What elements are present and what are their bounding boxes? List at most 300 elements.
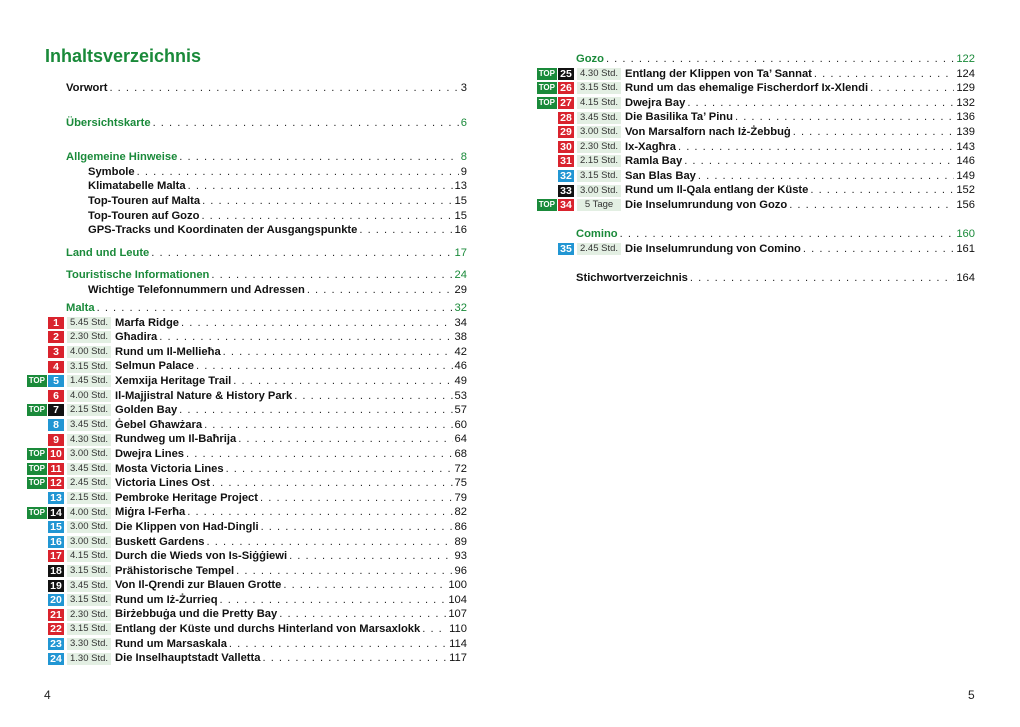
entry-page: 160 xyxy=(956,228,975,240)
entry-label: Comino xyxy=(576,228,618,240)
tour-row[interactable] xyxy=(20,549,467,564)
tour-name: Rund um das ehemalige Fischerdorf Ix-Xlendi xyxy=(625,82,869,95)
tour-markers xyxy=(20,638,64,650)
entry-page: 6 xyxy=(460,116,467,129)
tour-number-badge: 11 xyxy=(48,463,64,475)
top-tour-badge: TOP xyxy=(28,405,45,415)
tour-name: Għadira xyxy=(115,331,158,344)
tour-markers xyxy=(20,536,64,548)
entry-label: Übersichtskarte xyxy=(66,116,151,129)
tour-markers xyxy=(20,477,64,489)
tour-page: 146 xyxy=(956,155,975,168)
page-title: Inhaltsverzeichnis xyxy=(45,46,202,66)
tour-page: 60 xyxy=(454,418,467,431)
dot-leader xyxy=(294,389,452,404)
entry-page: 3 xyxy=(460,82,467,94)
dot-leader xyxy=(678,140,954,155)
tour-duration: 3.15 Std. xyxy=(67,594,111,606)
tour-page: 100 xyxy=(448,579,467,592)
tour-row[interactable] xyxy=(530,140,975,155)
dot-leader xyxy=(690,271,954,286)
dot-leader xyxy=(735,110,954,125)
tour-row[interactable] xyxy=(20,316,467,331)
dot-leader xyxy=(196,359,453,374)
malta-section xyxy=(20,301,467,666)
tour-number-badge: 23 xyxy=(48,638,64,650)
tour-number-badge: 19 xyxy=(48,580,64,592)
tour-number-badge: 14 xyxy=(48,507,64,519)
tour-markers xyxy=(530,155,574,167)
tour-duration: 2.15 Std. xyxy=(67,492,111,504)
tour-duration: 2.30 Std. xyxy=(577,141,621,153)
tour-number-badge: 25 xyxy=(558,68,574,80)
entry-page: 164 xyxy=(956,272,975,284)
dot-leader xyxy=(810,183,954,198)
tour-duration: 3.45 Std. xyxy=(67,580,111,592)
tour-page: 72 xyxy=(454,462,467,475)
entry-label: Touristische Informationen xyxy=(66,269,210,282)
dot-leader xyxy=(109,81,458,96)
tour-markers xyxy=(20,419,64,431)
tour-row[interactable] xyxy=(530,67,975,82)
spacer xyxy=(66,238,467,246)
tour-number-badge: 31 xyxy=(558,155,574,167)
tour-number-badge: 26 xyxy=(558,82,574,94)
dot-leader xyxy=(307,283,453,298)
tour-page: 46 xyxy=(454,360,467,373)
tour-duration: 3.15 Std. xyxy=(67,623,111,635)
tour-markers xyxy=(20,623,64,635)
tour-page: 75 xyxy=(454,477,467,490)
tour-row[interactable] xyxy=(20,564,467,579)
tour-markers xyxy=(530,112,574,124)
toc-entry[interactable] xyxy=(66,246,467,261)
tour-page: 82 xyxy=(454,506,467,519)
tour-duration: 4.00 Std. xyxy=(67,346,111,358)
dot-leader xyxy=(211,268,452,283)
tour-row[interactable] xyxy=(20,491,467,506)
toc-entry[interactable] xyxy=(66,116,467,131)
tour-row[interactable] xyxy=(20,447,467,462)
toc-entry[interactable] xyxy=(66,165,467,180)
tour-number-badge: 34 xyxy=(558,199,574,211)
tour-page: 89 xyxy=(454,535,467,548)
dot-leader xyxy=(260,491,453,506)
toc-entry[interactable] xyxy=(66,179,467,194)
tour-name: Victoria Lines Ost xyxy=(115,477,210,490)
tour-page: 152 xyxy=(956,184,975,197)
tour-page: 79 xyxy=(454,491,467,504)
dot-leader xyxy=(187,505,452,520)
tour-duration: 3.00 Std. xyxy=(67,448,111,460)
dot-leader xyxy=(226,462,453,477)
tour-number-badge: 15 xyxy=(48,521,64,533)
tour-name: Durch die Wieds von Is-Siġġiewi xyxy=(115,550,288,563)
tour-duration: 4.30 Std. xyxy=(577,68,621,80)
tour-row[interactable] xyxy=(20,418,467,433)
toc-entry[interactable] xyxy=(66,209,467,224)
tour-duration: 4.15 Std. xyxy=(67,550,111,562)
tour-row[interactable] xyxy=(20,403,467,418)
dot-leader xyxy=(698,169,954,184)
entry-page: 17 xyxy=(454,246,467,259)
tour-page: 136 xyxy=(956,111,975,124)
toc-entry[interactable] xyxy=(66,268,467,283)
dot-leader xyxy=(684,154,954,169)
entry-label: Allgemeine Hinweise xyxy=(66,151,178,164)
tour-page: 49 xyxy=(454,374,467,387)
tour-page: 117 xyxy=(449,652,467,665)
tour-number-badge: 9 xyxy=(48,434,64,446)
tour-markers xyxy=(20,331,64,343)
page-number-left: 4 xyxy=(44,688,51,702)
tour-row[interactable] xyxy=(20,345,467,360)
tour-markers xyxy=(530,199,574,211)
tour-number-badge: 33 xyxy=(558,185,574,197)
comino-section xyxy=(530,227,975,256)
dot-leader xyxy=(870,81,954,96)
tour-page: 129 xyxy=(956,82,975,95)
tour-row[interactable] xyxy=(20,462,467,477)
tour-duration: 3.30 Std. xyxy=(67,638,111,650)
dot-leader xyxy=(204,418,452,433)
tour-duration: 3.00 Std. xyxy=(577,185,621,197)
tour-name: Il-Majjistral Nature & History Park xyxy=(115,389,293,402)
toc-entry[interactable] xyxy=(66,81,467,96)
tour-name: Miġra l-Ferħa xyxy=(115,506,186,519)
tour-row[interactable] xyxy=(530,169,975,184)
tour-markers xyxy=(20,404,64,416)
dot-leader xyxy=(137,165,459,180)
tour-markers xyxy=(20,565,64,577)
tour-name: Golden Bay xyxy=(115,404,178,417)
right-page xyxy=(510,0,1020,727)
dot-leader xyxy=(233,374,452,389)
dot-leader xyxy=(279,607,446,622)
tour-number-badge: 21 xyxy=(48,609,64,621)
dot-leader xyxy=(153,116,459,131)
tour-row[interactable] xyxy=(20,578,467,593)
tour-name: Die Klippen von Had-Dingli xyxy=(115,520,259,533)
tour-name: Die Inselhauptstadt Valletta xyxy=(115,652,261,665)
tour-name: Rund um Il-Qala entlang der Küste xyxy=(625,184,809,197)
toc-entry[interactable] xyxy=(576,271,975,286)
tour-name: Prähistorische Tempel xyxy=(115,564,235,577)
tour-markers xyxy=(530,170,574,182)
tour-number-badge: 12 xyxy=(48,477,64,489)
section-heading[interactable] xyxy=(530,227,975,242)
tour-row[interactable] xyxy=(20,432,467,447)
entry-label: Symbole xyxy=(88,165,135,178)
tour-row[interactable] xyxy=(20,607,467,622)
tour-name: San Blas Bay xyxy=(625,169,696,182)
dot-leader xyxy=(201,209,452,224)
tour-markers xyxy=(530,126,574,138)
tour-name: Buskett Gardens xyxy=(115,535,205,548)
entry-page: 8 xyxy=(460,151,467,164)
tour-name: Entlang der Klippen von Ta’ Sannat xyxy=(625,67,812,80)
tour-row[interactable] xyxy=(20,622,467,637)
tour-number-badge: 3 xyxy=(48,346,64,358)
dot-leader xyxy=(422,622,447,637)
tour-number-badge: 10 xyxy=(48,448,64,460)
dot-leader xyxy=(212,476,453,491)
dot-leader xyxy=(97,301,453,316)
tour-page: 34 xyxy=(454,316,467,329)
toc-entry[interactable] xyxy=(66,223,467,238)
tour-markers xyxy=(530,82,574,94)
tour-name: Mosta Victoria Lines xyxy=(115,462,224,475)
tour-duration: 3.15 Std. xyxy=(67,565,111,577)
entry-label: Wichtige Telefonnummern und Adressen xyxy=(88,283,305,296)
tour-name: Xemxija Heritage Trail xyxy=(115,374,232,387)
entry-page: 15 xyxy=(454,194,467,207)
tour-markers xyxy=(20,550,64,562)
tour-page: 42 xyxy=(454,345,467,358)
tour-duration: 2.45 Std. xyxy=(67,477,111,489)
tour-row[interactable] xyxy=(530,125,975,140)
toc-entry[interactable] xyxy=(66,283,467,298)
tour-page: 64 xyxy=(454,433,467,446)
tour-page: 149 xyxy=(956,169,975,182)
tour-page: 156 xyxy=(956,198,975,211)
tour-name: Ramla Bay xyxy=(625,155,683,168)
spacer xyxy=(66,130,467,150)
dot-leader xyxy=(202,194,452,209)
tour-duration: 4.15 Std. xyxy=(577,97,621,109)
dot-leader xyxy=(359,223,452,238)
tour-page: 38 xyxy=(454,331,467,344)
spacer xyxy=(66,260,467,268)
tour-page: 139 xyxy=(956,125,975,138)
entry-page: 122 xyxy=(956,53,975,65)
tour-markers xyxy=(20,580,64,592)
toc-entry[interactable] xyxy=(66,150,467,165)
tour-page: 110 xyxy=(449,623,467,636)
tour-markers xyxy=(530,243,574,255)
tour-number-badge: 16 xyxy=(48,536,64,548)
tour-number-badge: 17 xyxy=(48,550,64,562)
top-tour-badge: TOP xyxy=(28,463,45,473)
tour-duration: 3.00 Std. xyxy=(67,536,111,548)
tour-row[interactable] xyxy=(530,81,975,96)
tour-name: Rund um Il-Mellieħa xyxy=(115,345,221,358)
tour-row[interactable] xyxy=(20,359,467,374)
tour-markers xyxy=(530,97,574,109)
top-tour-badge: TOP xyxy=(538,83,555,93)
entry-label: Malta xyxy=(66,302,95,314)
tour-name: Birżebbuġa und die Pretty Bay xyxy=(115,608,278,621)
tour-markers xyxy=(20,375,64,387)
dot-leader xyxy=(236,564,452,579)
dot-leader xyxy=(283,578,446,593)
tour-row[interactable] xyxy=(20,505,467,520)
tour-duration: 3.15 Std. xyxy=(577,170,621,182)
entry-page: 29 xyxy=(454,283,467,296)
tour-number-badge: 20 xyxy=(48,594,64,606)
tour-page: 132 xyxy=(956,96,975,109)
tour-duration: 5 Tage xyxy=(577,199,621,211)
tour-name: Rundweg um Il-Baħrija xyxy=(115,433,237,446)
tour-page: 53 xyxy=(454,389,467,402)
spacer xyxy=(66,96,467,116)
tour-markers xyxy=(20,609,64,621)
dot-leader xyxy=(687,96,954,111)
tour-row[interactable] xyxy=(530,110,975,125)
dot-leader xyxy=(220,593,447,608)
tour-number-badge: 13 xyxy=(48,492,64,504)
tour-duration: 2.45 Std. xyxy=(577,243,621,255)
entry-label: Vorwort xyxy=(66,82,108,94)
tour-row[interactable] xyxy=(20,593,467,608)
tour-duration: 4.30 Std. xyxy=(67,434,111,446)
tour-markers xyxy=(20,492,64,504)
tour-row[interactable] xyxy=(20,374,467,389)
index-entry xyxy=(576,271,975,286)
tour-name: Pembroke Heritage Project xyxy=(115,491,259,504)
top-tour-badge: TOP xyxy=(28,478,45,488)
tour-name: Ix-Xagħra xyxy=(625,140,676,153)
page-number-right: 5 xyxy=(968,688,975,702)
tour-markers xyxy=(20,434,64,446)
tour-name: Entlang der Küste und durchs Hinterland von Marsaxlokk xyxy=(115,623,421,636)
top-tour-badge: TOP xyxy=(28,449,45,459)
tour-number-badge: 1 xyxy=(48,317,64,329)
tour-name: Die Inselumrundung von Comino xyxy=(625,242,801,255)
tour-number-badge: 22 xyxy=(48,623,64,635)
tour-duration: 3.15 Std. xyxy=(67,361,111,373)
tour-row[interactable] xyxy=(530,242,975,257)
entry-label: Top-Touren auf Gozo xyxy=(88,209,200,222)
dot-leader xyxy=(151,246,452,261)
tour-duration: 3.00 Std. xyxy=(577,126,621,138)
top-tour-badge: TOP xyxy=(28,376,45,386)
tour-number-badge: 35 xyxy=(558,243,574,255)
section-heading[interactable] xyxy=(530,52,975,67)
entry-label: GPS-Tracks und Koordinaten der Ausgangspunkte xyxy=(88,224,358,237)
tour-row[interactable] xyxy=(20,330,467,345)
tour-row[interactable] xyxy=(20,476,467,491)
dot-leader xyxy=(179,403,452,418)
tour-number-badge: 27 xyxy=(558,97,574,109)
entry-page: 24 xyxy=(454,269,467,282)
tour-number-badge: 8 xyxy=(48,419,64,431)
tour-markers xyxy=(20,361,64,373)
entry-page: 16 xyxy=(454,224,467,237)
section-heading[interactable] xyxy=(20,301,467,316)
tour-name: Marfa Ridge xyxy=(115,316,180,329)
tour-row[interactable] xyxy=(530,198,975,213)
top-tour-badge: TOP xyxy=(538,200,555,210)
entry-page: 13 xyxy=(454,180,467,193)
tour-markers xyxy=(530,141,574,153)
tour-duration: 2.30 Std. xyxy=(67,331,111,343)
tour-markers xyxy=(20,317,64,329)
dot-leader xyxy=(803,242,954,257)
tour-number-badge: 5 xyxy=(48,375,64,387)
tour-name: Rund um Marsaskala xyxy=(115,637,227,650)
tour-row[interactable] xyxy=(530,183,975,198)
tour-number-badge: 2 xyxy=(48,331,64,343)
tour-duration: 3.45 Std. xyxy=(67,463,111,475)
entry-page: 9 xyxy=(460,165,467,178)
tour-page: 96 xyxy=(454,564,467,577)
tour-markers xyxy=(20,507,64,519)
tour-markers xyxy=(20,390,64,402)
tour-page: 143 xyxy=(956,140,975,153)
tour-number-badge: 30 xyxy=(558,141,574,153)
tour-page: 104 xyxy=(448,593,467,606)
entry-label: Land und Leute xyxy=(66,246,150,259)
tour-page: 86 xyxy=(454,520,467,533)
tour-row[interactable] xyxy=(20,520,467,535)
entry-label: Klimatabelle Malta xyxy=(88,180,186,193)
tour-duration: 2.30 Std. xyxy=(67,609,111,621)
entry-label: Stichwortverzeichnis xyxy=(576,272,688,284)
tour-name: Von Il-Qrendi zur Blauen Grotte xyxy=(115,579,282,592)
dot-leader xyxy=(620,227,955,242)
tour-row[interactable] xyxy=(530,96,975,111)
entry-page: 32 xyxy=(454,302,467,314)
tour-number-badge: 4 xyxy=(48,361,64,373)
tour-number-badge: 32 xyxy=(558,170,574,182)
front-matter-list xyxy=(66,81,467,298)
toc-entry[interactable] xyxy=(66,194,467,209)
tour-page: 161 xyxy=(956,242,975,255)
dot-leader xyxy=(606,52,954,67)
tour-name: Rund um Iż-Żurrieq xyxy=(115,593,218,606)
tour-number-badge: 7 xyxy=(48,404,64,416)
tour-row[interactable] xyxy=(20,651,467,666)
tour-name: Dwejra Lines xyxy=(115,447,185,460)
tour-duration: 2.15 Std. xyxy=(577,155,621,167)
tour-duration: 1.45 Std. xyxy=(67,375,111,387)
tour-markers xyxy=(20,463,64,475)
dot-leader xyxy=(814,67,954,82)
top-tour-badge: TOP xyxy=(538,68,555,78)
dot-leader xyxy=(179,150,458,165)
tour-markers xyxy=(20,594,64,606)
tour-number-badge: 18 xyxy=(48,565,64,577)
entry-label: Gozo xyxy=(576,53,604,65)
tour-row[interactable] xyxy=(20,389,467,404)
entry-label: Top-Touren auf Malta xyxy=(88,194,201,207)
tour-row[interactable] xyxy=(20,535,467,550)
entry-page: 15 xyxy=(454,209,467,222)
tour-duration: 2.15 Std. xyxy=(67,404,111,416)
dot-leader xyxy=(289,549,452,564)
tour-name: Die Basilika Ta’ Pinu xyxy=(625,111,733,124)
tour-name: Ġebel Għawżara xyxy=(115,418,203,431)
tour-page: 124 xyxy=(956,67,975,80)
top-tour-badge: TOP xyxy=(538,98,555,108)
dot-leader xyxy=(789,198,954,213)
dot-leader xyxy=(188,179,453,194)
tour-duration: 4.00 Std. xyxy=(67,507,111,519)
dot-leader xyxy=(229,637,447,652)
tour-page: 68 xyxy=(454,447,467,460)
dot-leader xyxy=(262,651,447,666)
tour-name: Dwejra Bay xyxy=(625,96,686,109)
tour-row[interactable] xyxy=(530,154,975,169)
tour-row[interactable] xyxy=(20,637,467,652)
dot-leader xyxy=(793,125,955,140)
tour-name: Von Marsalforn nach Iż-Żebbuġ xyxy=(625,125,791,138)
tour-markers xyxy=(20,346,64,358)
tour-duration: 5.45 Std. xyxy=(67,317,111,329)
tour-page: 57 xyxy=(454,404,467,417)
dot-leader xyxy=(207,535,453,550)
